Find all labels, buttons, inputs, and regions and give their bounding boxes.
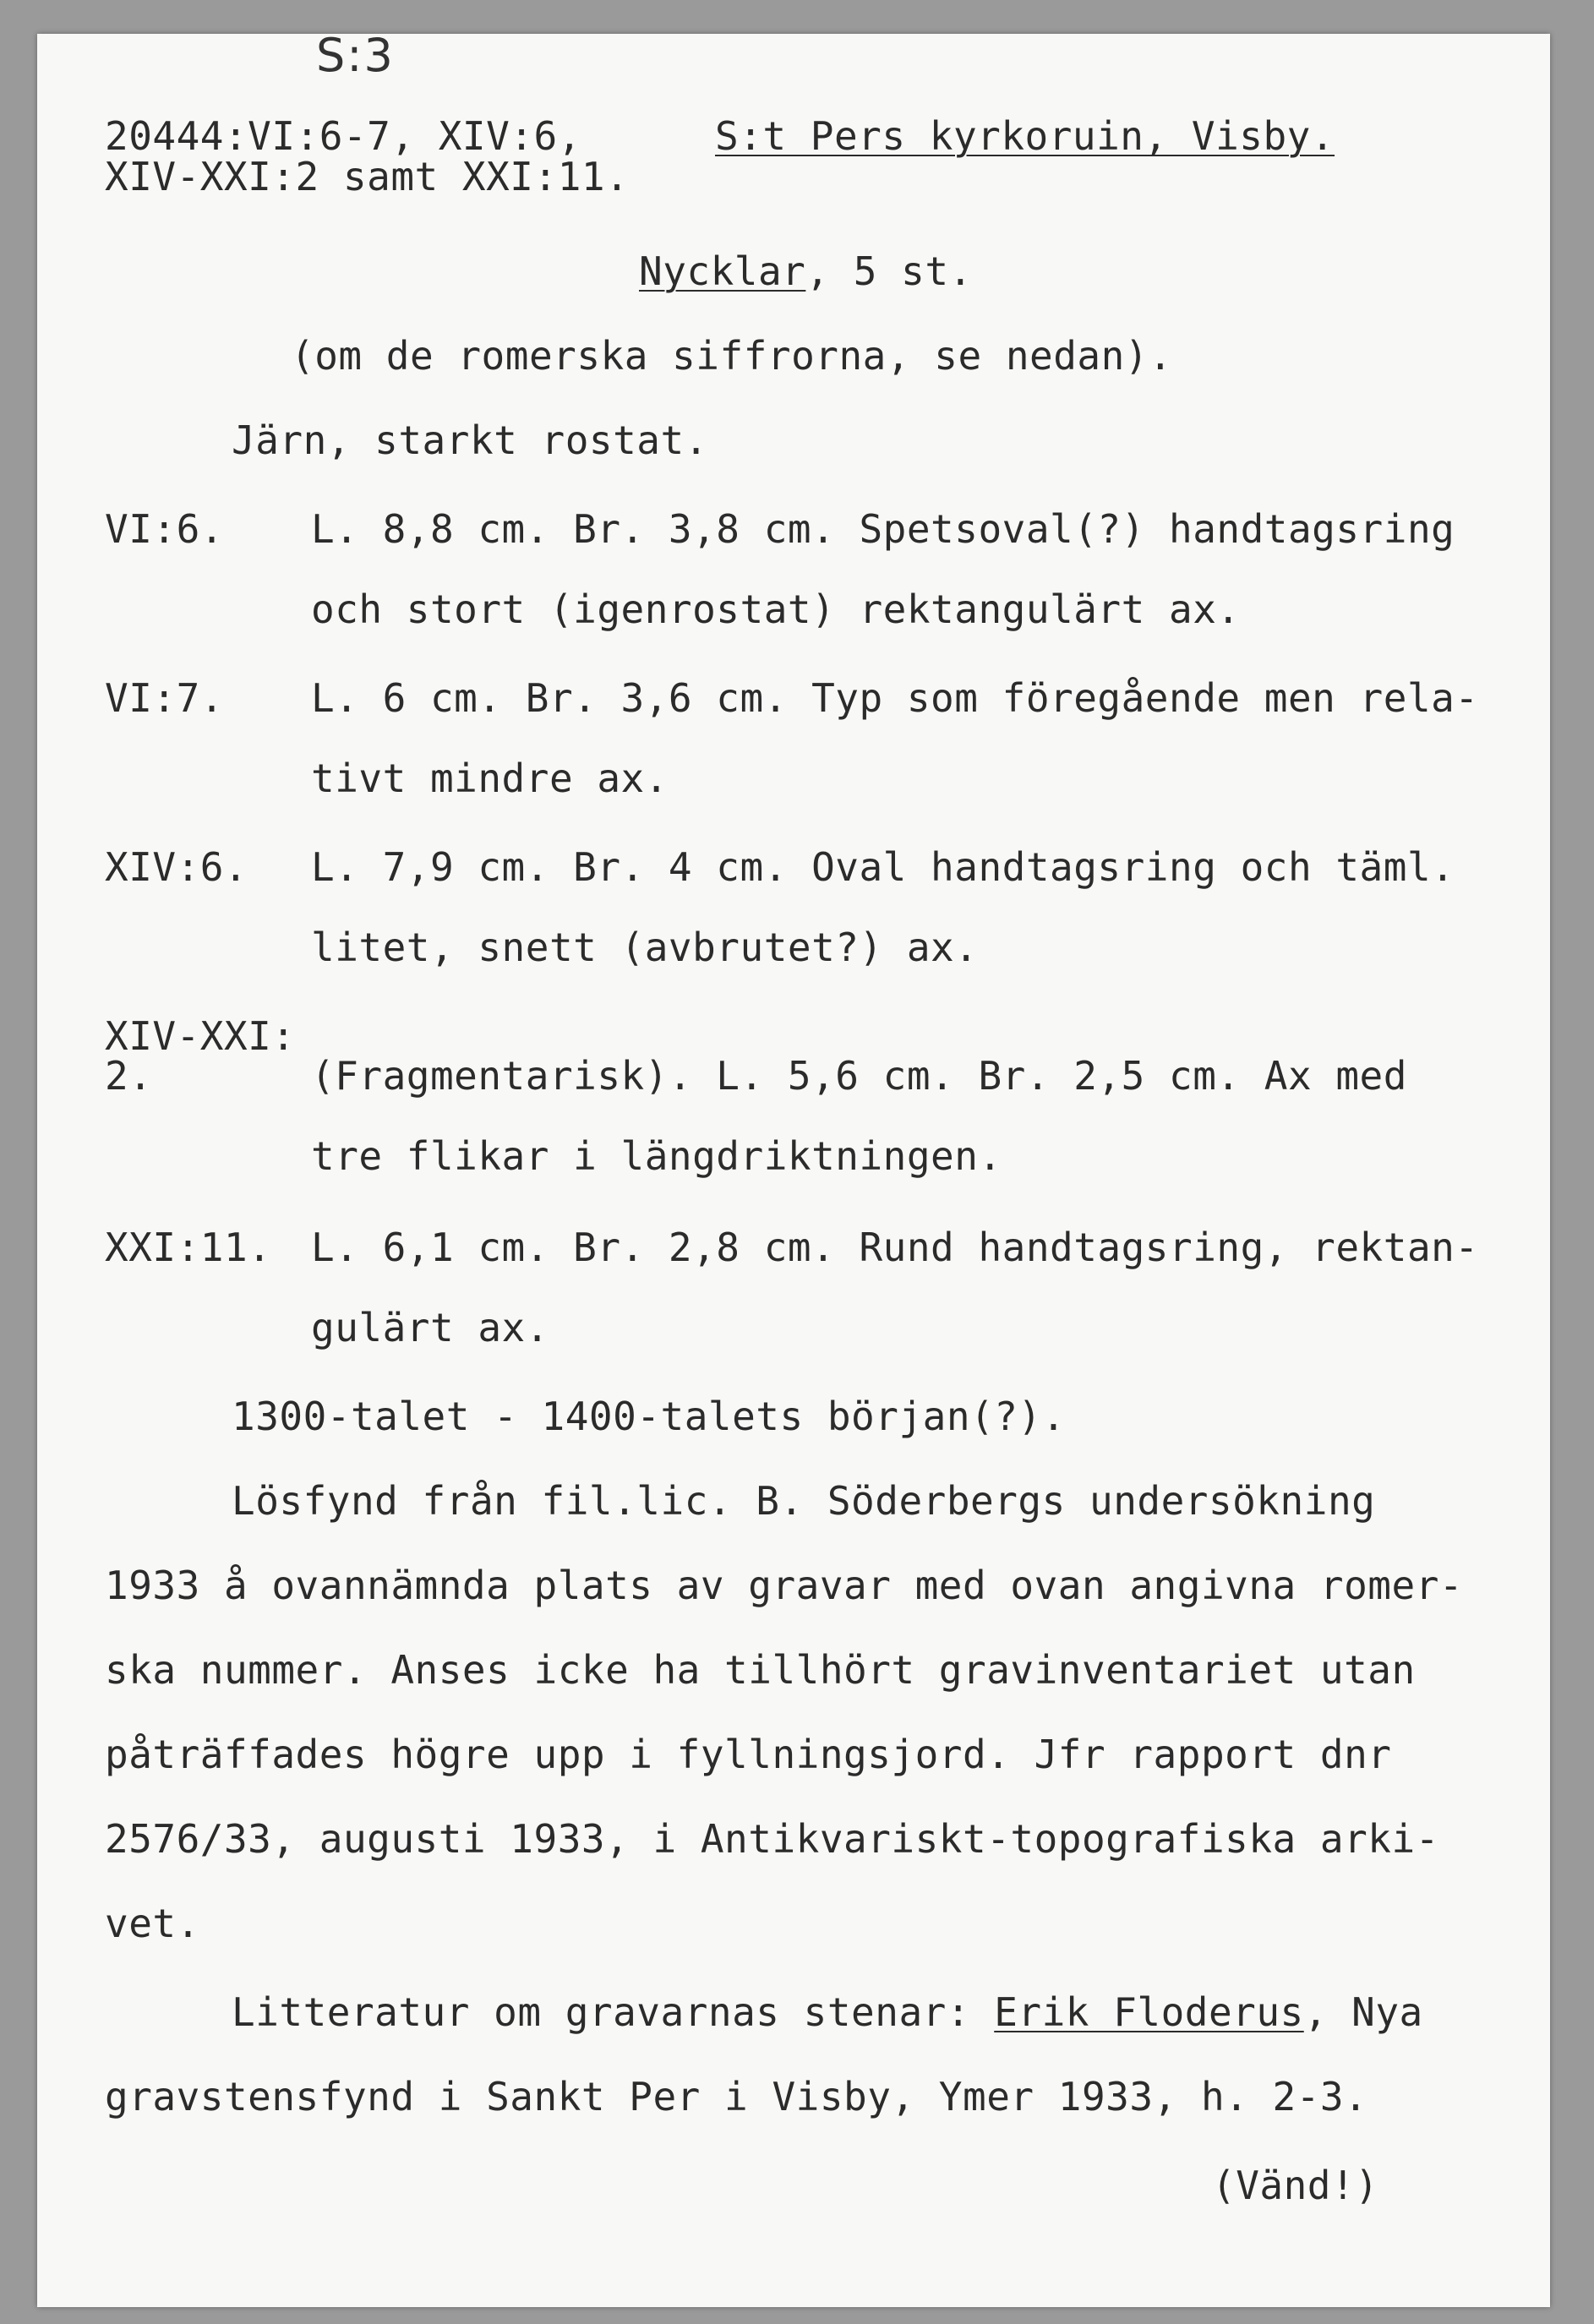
material-line: Järn, starkt rostat. (232, 417, 708, 463)
provenance-line: ska nummer. Anses icke ha tillhört gravinventariet utan (105, 1647, 1416, 1693)
dating-line: 1300-talet - 1400-talets början(?). (232, 1394, 1066, 1439)
entry-label-number: 2. (105, 1053, 153, 1099)
provenance-line: Lösfynd från fil.lic. B. Söderbergs undersökning (232, 1478, 1376, 1524)
turn-over-note: (Vänd!) (1212, 2163, 1379, 2208)
entry-description-line2: litet, snett (avbrutet?) ax. (311, 925, 979, 970)
object-name: Nycklar (639, 248, 806, 294)
entry-label: VI:7. (105, 675, 224, 721)
entry-description-line2: tre flikar i längdriktningen. (311, 1133, 1002, 1179)
provenance-line: 2576/33, augusti 1933, i Antikvariskt-topografiska arki- (105, 1816, 1439, 1862)
literature-line1 (232, 1990, 1423, 2034)
entry-description-line1: L. 7,9 cm. Br. 4 cm. Oval handtagsring och täml. (311, 844, 1455, 890)
literature-prefix: Litteratur om gravarnas stenar: (232, 1989, 995, 2035)
literature-line2: gravstensfynd i Sankt Per i Visby, Ymer 1933, h. 2-3. (105, 2074, 1368, 2119)
provenance-line: påträffades högre upp i fyllningsjord. Jfr rapport dnr (105, 1732, 1392, 1777)
entry-label: XXI:11. (105, 1225, 272, 1270)
entry-description-line1: (Fragmentarisk). L. 5,6 cm. Br. 2,5 cm. Ax med (311, 1053, 1407, 1099)
numeral-note: (om de romerska siffrorna, se nedan). (291, 333, 1173, 379)
entry-description-line2: tivt mindre ax. (311, 756, 669, 801)
entry-label: XIV-XXI: (105, 1013, 296, 1059)
site-location: S:t Pers kyrkoruin, Visby. (715, 113, 1335, 159)
literature-title-start: , Nya (1303, 1989, 1423, 2035)
entry-description-line1: L. 6,1 cm. Br. 2,8 cm. Rund handtagsring, rektan- (311, 1225, 1479, 1270)
entry-description-line2: gulärt ax. (311, 1305, 549, 1350)
literature-author: Erik Floderus (994, 1989, 1304, 2035)
object-title (639, 249, 973, 293)
inventory-number-line1: 20444:VI:6-7, XIV:6, (105, 113, 581, 159)
object-count: , 5 st. (805, 248, 973, 294)
provenance-line: 1933 å ovannämnda plats av gravar med ovan angivna romer- (105, 1563, 1464, 1608)
provenance-line: vet. (105, 1901, 200, 1946)
entry-label: VI:6. (105, 506, 224, 552)
inventory-number-line2: XIV-XXI:2 samt XXI:11. (105, 154, 630, 199)
entry-description-line1: L. 8,8 cm. Br. 3,8 cm. Spetsoval(?) handtagsring (311, 506, 1455, 552)
entry-description-line2: och stort (igenrostat) rektangulärt ax. (311, 586, 1241, 632)
handwritten-mark: S:3 (316, 29, 395, 82)
catalog-card (37, 29, 1550, 2307)
entry-description-line1: L. 6 cm. Br. 3,6 cm. Typ som föregående men rela- (311, 675, 1479, 721)
entry-label: XIV:6. (105, 844, 248, 890)
